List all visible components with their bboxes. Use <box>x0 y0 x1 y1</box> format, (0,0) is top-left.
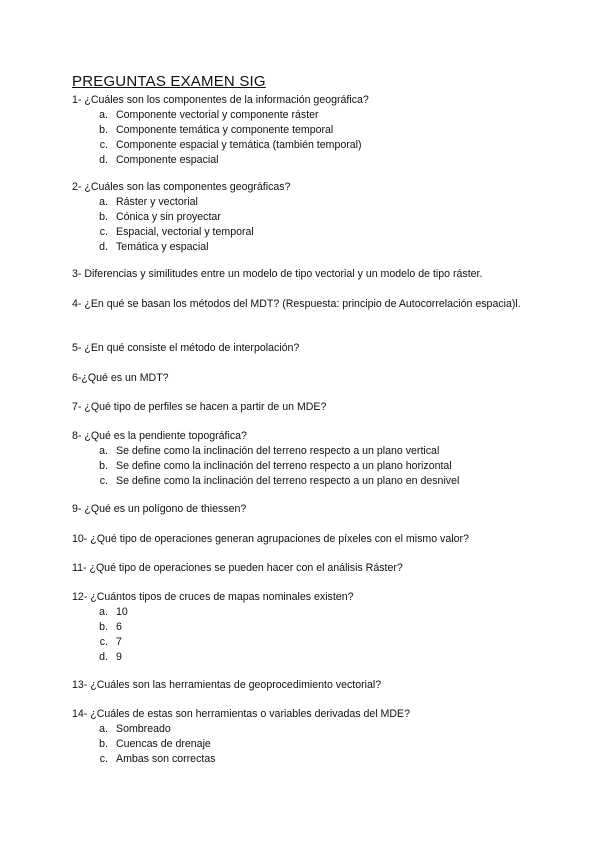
option <box>72 210 542 225</box>
question-13 <box>72 678 542 693</box>
option-text: 10 <box>116 606 128 618</box>
option-letter: d. <box>99 241 108 253</box>
question-6 <box>72 371 542 386</box>
option <box>72 459 542 474</box>
option-text: Espacial, vectorial y temporal <box>116 226 254 238</box>
question-5 <box>72 341 542 356</box>
option-text: 7 <box>116 636 122 648</box>
question-text: 11- ¿Qué tipo de operaciones se pueden hacer con el análisis Ráster? <box>72 562 403 574</box>
question-text: 9- ¿Qué es un polígono de thiessen? <box>72 503 247 515</box>
option-letter: c. <box>99 475 108 487</box>
option-text: Se define como la inclinación del terreno respecto a un plano vertical <box>116 445 440 457</box>
option-letter: b. <box>99 460 108 472</box>
option-text: Ráster y vectorial <box>116 196 198 208</box>
question-text: 4- ¿En qué se basan los métodos del MDT? (Respuesta: principio de Autocorrelación espacia)l. <box>72 298 521 310</box>
option-letter: c. <box>99 226 108 238</box>
question-text: 5- ¿En qué consiste el método de interpolación? <box>72 342 300 354</box>
option <box>72 240 542 255</box>
option-text: Cuencas de drenaje <box>116 738 211 750</box>
option-letter: b. <box>99 124 108 136</box>
option <box>72 138 542 153</box>
question-text: 13- ¿Cuáles son las herramientas de geoprocedimiento vectorial? <box>72 679 382 691</box>
question-text: 3- Diferencias y similitudes entre un modelo de tipo vectorial y un modelo de tipo ráster. <box>72 268 483 280</box>
option-letter: a. <box>99 445 108 457</box>
option-letter: b. <box>99 738 108 750</box>
question-2 <box>72 180 542 255</box>
question-text: 1- ¿Cuáles son los componentes de la información geográfica? <box>72 94 369 106</box>
question-text: 6-¿Qué es un MDT? <box>72 372 169 384</box>
question-7 <box>72 400 542 415</box>
question-4 <box>72 297 542 312</box>
option <box>72 108 542 123</box>
option-text: Componente temática y componente temporal <box>116 124 334 136</box>
option-text: Cónica y sin proyectar <box>116 211 221 223</box>
option <box>72 605 542 620</box>
option-text: Se define como la inclinación del terreno respecto a un plano en desnivel <box>116 475 460 487</box>
question-8 <box>72 429 542 489</box>
document-title: PREGUNTAS EXAMEN SIG <box>72 73 266 90</box>
question-9 <box>72 502 542 517</box>
question-text: 14- ¿Cuáles de estas son herramientas o variables derivadas del MDE? <box>72 708 410 720</box>
option-text: Ambas son correctas <box>116 753 216 765</box>
option-text: Componente vectorial y componente ráster <box>116 109 319 121</box>
question-text: 2- ¿Cuáles son las componentes geográficas? <box>72 181 291 193</box>
option-text: Se define como la inclinación del terreno respecto a un plano horizontal <box>116 460 452 472</box>
option <box>72 752 542 767</box>
option-letter: b. <box>99 211 108 223</box>
question-text: 12- ¿Cuántos tipos de cruces de mapas nominales existen? <box>72 591 354 603</box>
option-letter: a. <box>99 723 108 735</box>
option-letter: c. <box>99 753 108 765</box>
option <box>72 225 542 240</box>
question-10 <box>72 532 542 547</box>
question-1 <box>72 93 542 168</box>
option <box>72 153 542 168</box>
option-letter: a. <box>99 606 108 618</box>
option <box>72 650 542 665</box>
question-text: 10- ¿Qué tipo de operaciones generan agrupaciones de píxeles con el mismo valor? <box>72 533 469 545</box>
option-letter: c. <box>99 636 108 648</box>
question-12 <box>72 590 542 665</box>
option <box>72 620 542 635</box>
option-text: Componente espacial y temática (también temporal) <box>116 139 362 151</box>
question-text: 8- ¿Qué es la pendiente topográfica? <box>72 430 247 442</box>
option <box>72 737 542 752</box>
option-letter: d. <box>99 651 108 663</box>
option-text: Sombreado <box>116 723 171 735</box>
option <box>72 722 542 737</box>
option <box>72 195 542 210</box>
option-text: 9 <box>116 651 122 663</box>
option-letter: a. <box>99 196 108 208</box>
option-text: Componente espacial <box>116 154 219 166</box>
question-3 <box>72 267 542 282</box>
option-letter: c. <box>99 139 108 151</box>
option-text: Temática y espacial <box>116 241 209 253</box>
option-letter: a. <box>99 109 108 121</box>
option <box>72 444 542 459</box>
question-14 <box>72 707 542 767</box>
option <box>72 635 542 650</box>
question-11 <box>72 561 542 576</box>
option <box>72 474 542 489</box>
question-text: 7- ¿Qué tipo de perfiles se hacen a partir de un MDE? <box>72 401 327 413</box>
option-letter: d. <box>99 154 108 166</box>
option-letter: b. <box>99 621 108 633</box>
option-text: 6 <box>116 621 122 633</box>
option <box>72 123 542 138</box>
